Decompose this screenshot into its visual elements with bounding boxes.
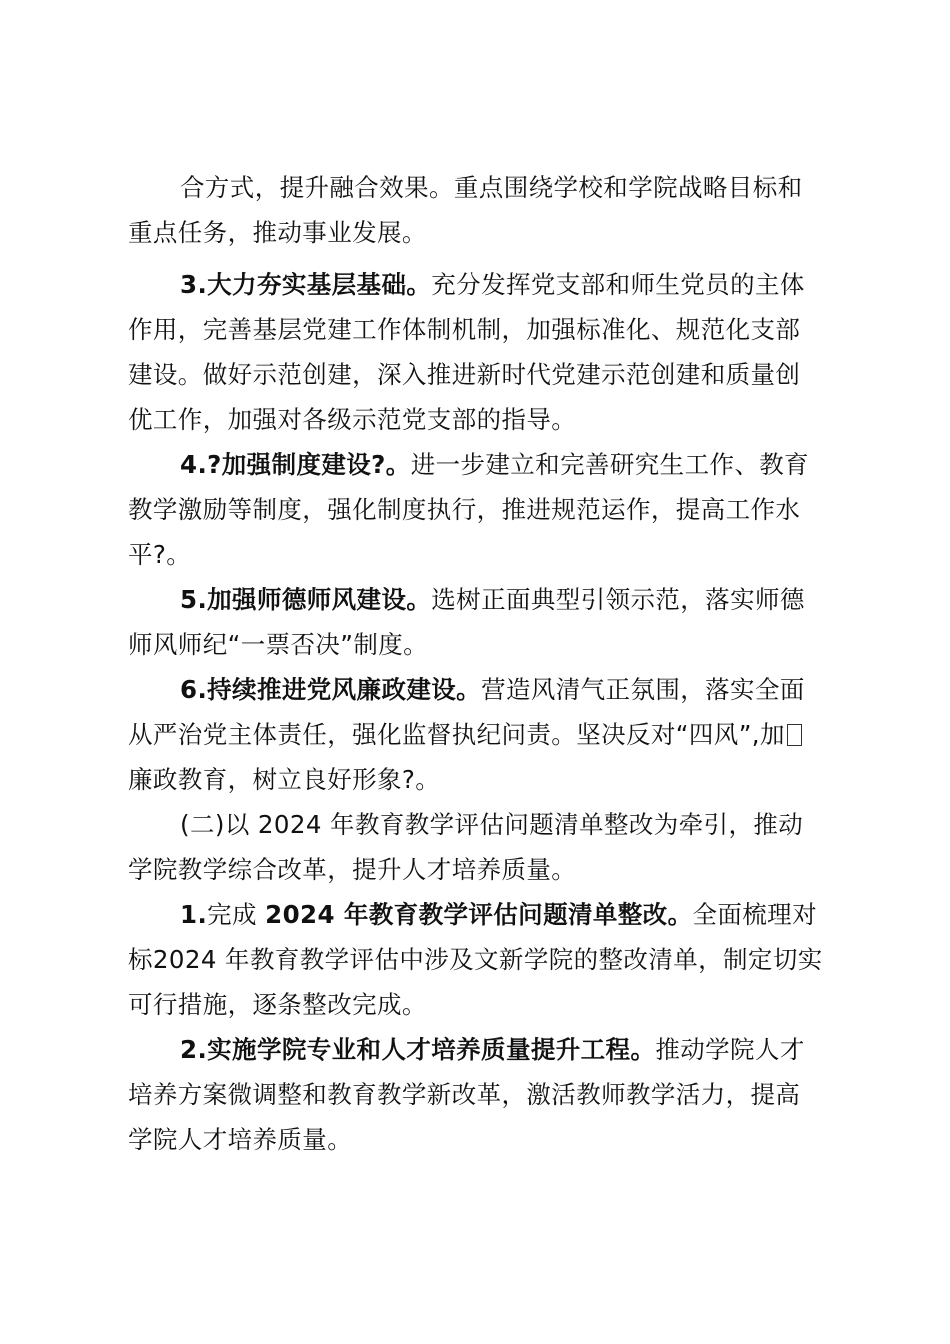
text-line	[128, 312, 800, 348]
list-item-title: 6.持续推进党风廉政建设。	[180, 675, 482, 704]
text-run: 充分发挥党支部和师生党员的主体	[431, 270, 805, 299]
text-line	[128, 762, 440, 798]
text-line	[128, 1077, 800, 1113]
text-run: 建设。做好示范创建，深入推进新时代党建示范创建和质量创	[128, 360, 801, 389]
list-item-title: 2024 年教育教学评估问题清单整改。	[265, 900, 693, 929]
text-run: 廉政教育，树立良好形象?。	[128, 765, 441, 794]
text-run: 进一步建立和完善研究生工作、教育	[410, 450, 810, 479]
text-run: 完成	[207, 900, 266, 929]
text-run: 学院人才培养质量。	[128, 1125, 353, 1154]
list-item-heading	[180, 897, 817, 933]
text-line	[128, 717, 802, 753]
missing-glyph-icon	[787, 724, 802, 746]
text-line	[128, 215, 427, 251]
text-run: 师风师纪“一票否决”制度。	[128, 630, 429, 659]
text-run: 平?。	[128, 540, 192, 569]
list-item-title: 5.加强师德师风建设。	[180, 585, 432, 614]
list-item-title: 2.实施学院专业和人才培养质量提升工程。	[180, 1035, 656, 1064]
text-line	[128, 852, 576, 888]
text-run: 可行措施，逐条整改完成。	[128, 990, 427, 1019]
text-run: 优工作，加强对各级示范党支部的指导。	[128, 405, 577, 434]
list-item-heading	[180, 1032, 805, 1068]
text-line	[128, 492, 800, 528]
list-item-title: 3.大力夯实基层基础。	[180, 270, 432, 299]
list-item-heading	[180, 582, 805, 618]
list-item-number: 1.	[180, 900, 208, 929]
text-run: 重点任务，推动事业发展。	[128, 218, 427, 247]
list-item-title: 4.?加强制度建设?。	[180, 450, 411, 479]
text-line	[128, 1122, 352, 1158]
text-line	[128, 987, 427, 1023]
text-line	[128, 627, 428, 663]
list-item-heading	[180, 267, 805, 303]
text-run: 作用，完善基层党建工作体制机制，加强标准化、规范化支部	[128, 315, 801, 344]
list-item-heading	[180, 447, 809, 483]
text-run: 学院教学综合改革，提升人才培养质量。	[128, 855, 577, 884]
text-run: 教学激励等制度，强化制度执行，推进规范运作，提高工作水	[128, 495, 801, 524]
section-heading	[180, 807, 803, 843]
text-run: 标2024 年教育教学评估中涉及文新学院的整改清单，制定切实	[128, 945, 823, 974]
text-run: 选树正面典型引领示范，落实师德	[431, 585, 805, 614]
text-run: 从严治党主体责任，强化监督执纪问责。坚决反对“四风”,加	[128, 720, 785, 749]
text-line	[128, 942, 823, 978]
list-item-heading	[180, 672, 805, 708]
text-line	[180, 170, 803, 206]
text-run: 营造风清气正氛围，落实全面	[481, 675, 805, 704]
text-run: 全面梳理对	[692, 900, 817, 929]
text-line	[128, 402, 576, 438]
text-run: 培养方案微调整和教育教学新改革，激活教师教学活力，提高	[128, 1080, 801, 1109]
text-run: 推动学院人才	[655, 1035, 805, 1064]
text-run: (二)以 2024 年教育教学评估问题清单整改为牵引，推动	[180, 810, 804, 839]
text-run: 合方式，提升融合效果。重点围绕学校和学院战略目标和	[180, 173, 803, 202]
text-line	[128, 537, 191, 573]
text-line	[128, 357, 800, 393]
